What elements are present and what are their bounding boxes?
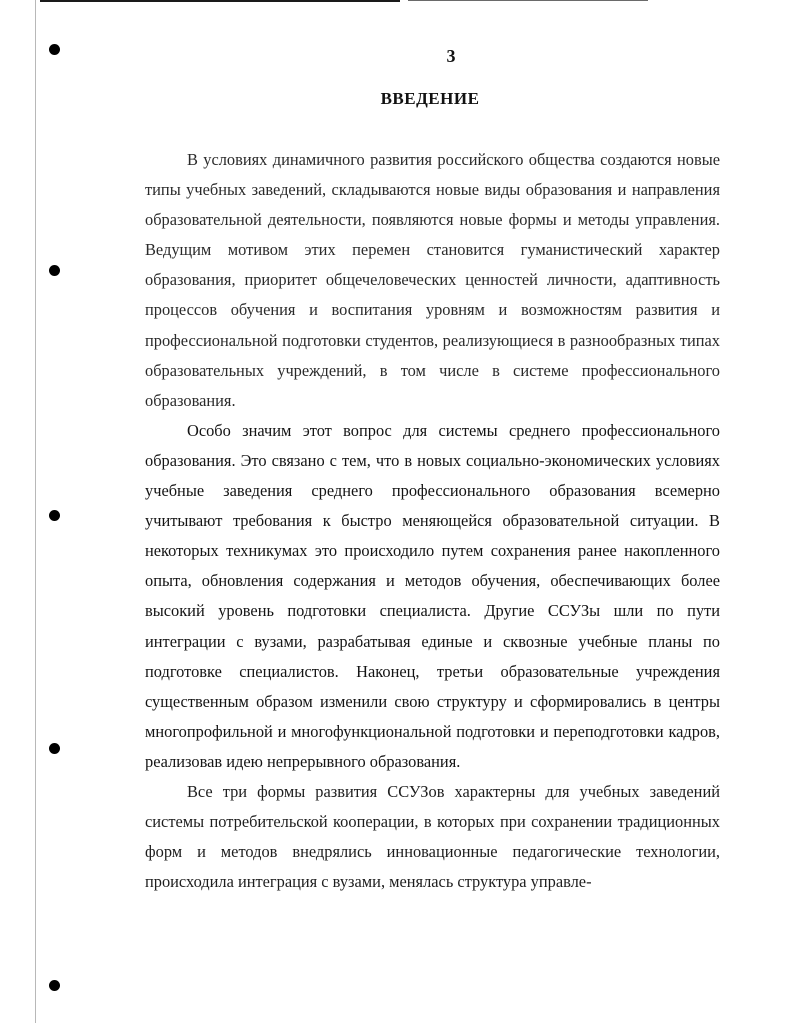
scan-margin-line [35,0,36,1023]
paragraph: В условиях динамичного развития российского общества создаются новые типы учебных заведений, складываются новые виды образования и направления образовательной деятельности, появляются новые формы и методы управления. Ведущим мотивом этих перемен становится гуманистический характер образования, приоритет общечеловеческих ценностей личности, адаптивность процессов обучения и воспитания уровням и возможностям развития и профессиональной подготовки студентов, реализующиеся в разнообразных типах образовательных учреждений, в том числе в системе профессионального образования. [145,150,720,410]
punch-hole-icon [49,743,60,754]
scan-top-rule-faint [408,0,648,1]
body-text [145,145,720,897]
paragraph: Все три формы развития ССУЗов характерны для учебных заведений системы потребительской кооперации, в которых при сохранении традиционных форм и методов внедрялись инновационные педагогические технологии, происходила интеграция с вузами, менялась структура управле- [145,781,720,892]
punch-hole-icon [49,265,60,276]
paragraph: Особо значим этот вопрос для системы среднего профессионального образования. Это связано с тем, что в новых социально-экономических условиях учебные заведения среднего профессионального образования всемерно учитывают требования к быстро меняющейся образовательной ситуации. В некоторых техникумах это происходило путем сохранения ранее накопленного опыта, обновления содержания и методов обучения, обеспечивающих более высокий уровень подготовки специалиста. Другие ССУЗы шли по пути интеграции с вузами, разрабатывая единые и сквозные учебные планы по подготовке специалистов. Наконец, третьи образовательные учреждения существенным образом изменили свою структуру и сформировались в центры многопрофильной и многофункциональной подготовки и переподготовки кадров, реализовав идею непрерывного образования. [145,420,720,771]
punch-hole-icon [49,510,60,521]
page-title: ВВЕДЕНИЕ [380,89,480,108]
page-number: 3 [446,46,456,66]
punch-hole-icon [49,980,60,991]
scan-top-rule [40,0,400,2]
